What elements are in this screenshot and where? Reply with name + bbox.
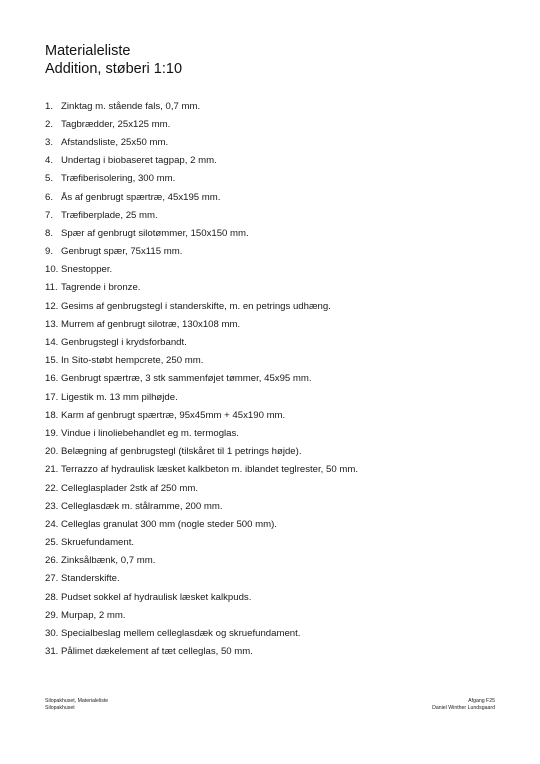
list-item bbox=[45, 643, 358, 661]
list-item-text: Genbrugt spærtræ, 3 stk sammenføjet tømmer, 45x95 mm. bbox=[61, 373, 312, 385]
list-item-number: 17. bbox=[45, 391, 59, 403]
list-item-number: 20. bbox=[45, 446, 59, 458]
list-item bbox=[45, 606, 358, 624]
list-item-text: Celleglasdæk m. stålramme, 200 mm. bbox=[61, 500, 223, 512]
list-item-text: Standerskifte. bbox=[61, 573, 120, 585]
list-item-number: 4. bbox=[45, 155, 54, 167]
list-item-number: 16. bbox=[45, 373, 59, 385]
list-item bbox=[45, 515, 358, 533]
list-item bbox=[45, 370, 358, 388]
list-item-number: 6. bbox=[45, 191, 54, 203]
list-item bbox=[45, 333, 358, 351]
list-item bbox=[45, 261, 358, 279]
list-item-number: 8. bbox=[45, 227, 54, 239]
list-item-text: Specialbeslag mellem celleglasdæk og skruefundament. bbox=[61, 628, 301, 640]
list-item bbox=[45, 534, 358, 552]
list-item-number: 11. bbox=[45, 282, 58, 294]
list-item bbox=[45, 461, 358, 479]
list-item-text: Gesims af genbrugstegl i standerskifte, m. en petrings udhæng. bbox=[61, 300, 331, 312]
list-item-text: In Sito-støbt hempcrete, 250 mm. bbox=[61, 355, 204, 367]
list-item bbox=[45, 570, 358, 588]
list-item-text: Afstandsliste, 25x50 mm. bbox=[61, 136, 169, 148]
list-item-number: 30. bbox=[45, 628, 59, 640]
list-item bbox=[45, 479, 358, 497]
list-item-number: 2. bbox=[45, 118, 54, 130]
page-subtitle: Addition, støberi 1:10 bbox=[45, 61, 183, 77]
list-item-text: Ligestik m. 13 mm pilhøjde. bbox=[61, 391, 178, 403]
list-item bbox=[45, 279, 358, 297]
list-item-number: 23. bbox=[45, 500, 59, 512]
list-item-text: Skruefundament. bbox=[61, 537, 135, 549]
list-item bbox=[45, 97, 358, 115]
list-item-number: 15. bbox=[45, 355, 59, 367]
footer-project-title: Silopakhuset, Materialeliste bbox=[45, 698, 109, 704]
list-item-text: Snestopper. bbox=[61, 264, 113, 276]
list-item bbox=[45, 188, 358, 206]
list-item-text: Genbrugt spær, 75x115 mm. bbox=[61, 246, 183, 258]
list-item-number: 5. bbox=[45, 173, 54, 185]
list-item-number: 31. bbox=[45, 646, 59, 658]
list-item bbox=[45, 243, 358, 261]
footer-right bbox=[432, 698, 495, 712]
list-item-number: 22. bbox=[45, 482, 59, 494]
list-item bbox=[45, 315, 358, 333]
list-item-number: 3. bbox=[45, 136, 54, 148]
list-item-text: Genbrugstegl i krydsforbandt. bbox=[61, 337, 187, 349]
list-item-text: Tagbrædder, 25x125 mm. bbox=[61, 118, 171, 130]
list-item-text: Ås af genbrugt spærtræ, 45x195 mm. bbox=[61, 191, 221, 203]
list-item bbox=[45, 152, 358, 170]
list-item-text: Pålimet dækelement af tæt celleglas, 50 mm. bbox=[61, 646, 253, 658]
list-item-text: Celleglas granulat 300 mm (nogle steder 500 mm). bbox=[61, 518, 277, 530]
list-item-text: Belægning af genbrugstegl (tilskåret til 1 petrings højde). bbox=[61, 446, 302, 458]
list-item bbox=[45, 424, 358, 442]
list-item-number: 28. bbox=[45, 591, 59, 603]
list-item-text: Murpap, 2 mm. bbox=[61, 609, 126, 621]
list-item-number: 29. bbox=[45, 609, 59, 621]
list-item-number: 25. bbox=[45, 537, 59, 549]
list-item bbox=[45, 624, 358, 642]
list-item-number: 21. bbox=[45, 464, 59, 476]
list-item bbox=[45, 297, 358, 315]
list-item bbox=[45, 224, 358, 242]
list-item bbox=[45, 443, 358, 461]
list-item-number: 1. bbox=[45, 100, 54, 112]
list-item-text: Karm af genbrugt spærtræ, 95x45mm + 45x190 mm. bbox=[61, 409, 286, 421]
list-item-text: Træfiberplade, 25 mm. bbox=[61, 209, 158, 221]
list-item-number: 9. bbox=[45, 246, 54, 258]
list-item-number: 14. bbox=[45, 337, 59, 349]
footer-project-name: Silopakhuset bbox=[45, 705, 75, 711]
list-item-text: Vindue i linoliebehandlet eg m. termoglas. bbox=[61, 427, 239, 439]
material-list bbox=[45, 97, 358, 661]
list-item-text: Spær af genbrugt silotømmer, 150x150 mm. bbox=[61, 227, 249, 239]
list-item bbox=[45, 115, 358, 133]
list-item-number: 24. bbox=[45, 518, 59, 530]
list-item-text: Terrazzo af hydraulisk læsket kalkbeton m. iblandet teglrester, 50 mm. bbox=[61, 464, 359, 476]
footer-left bbox=[45, 698, 108, 712]
list-item-number: 13. bbox=[45, 318, 59, 330]
list-item bbox=[45, 206, 358, 224]
list-item bbox=[45, 170, 358, 188]
list-item-text: Tagrende i bronze. bbox=[61, 282, 141, 294]
list-item-text: Murrem af genbrugt silotræ, 130x108 mm. bbox=[61, 318, 241, 330]
list-item-number: 12. bbox=[45, 300, 59, 312]
list-item-text: Træfiberisolering, 300 mm. bbox=[61, 173, 176, 185]
list-item-number: 26. bbox=[45, 555, 59, 567]
list-item-text: Zinktag m. stående fals, 0,7 mm. bbox=[61, 100, 201, 112]
list-item bbox=[45, 388, 358, 406]
list-item bbox=[45, 352, 358, 370]
list-item-text: Pudset sokkel af hydraulisk læsket kalkpuds. bbox=[61, 591, 252, 603]
list-item-number: 27. bbox=[45, 573, 59, 585]
page-title: Materialeliste bbox=[45, 43, 131, 59]
list-item bbox=[45, 497, 358, 515]
list-item-number: 18. bbox=[45, 409, 59, 421]
list-item-number: 7. bbox=[45, 209, 54, 221]
list-item-text: Celleglasplader 2stk af 250 mm. bbox=[61, 482, 199, 494]
footer-course: Afgang F25 bbox=[468, 698, 495, 704]
list-item bbox=[45, 406, 358, 424]
footer-author: Daniel Winther Lundsgaard bbox=[432, 705, 495, 711]
list-item-number: 10. bbox=[45, 264, 59, 276]
list-item-text: Zinksålbænk, 0,7 mm. bbox=[61, 555, 156, 567]
list-item bbox=[45, 133, 358, 151]
list-item bbox=[45, 552, 358, 570]
list-item bbox=[45, 588, 358, 606]
list-item-number: 19. bbox=[45, 427, 59, 439]
list-item-text: Undertag i biobaseret tagpap, 2 mm. bbox=[61, 155, 217, 167]
title-block bbox=[45, 42, 182, 78]
